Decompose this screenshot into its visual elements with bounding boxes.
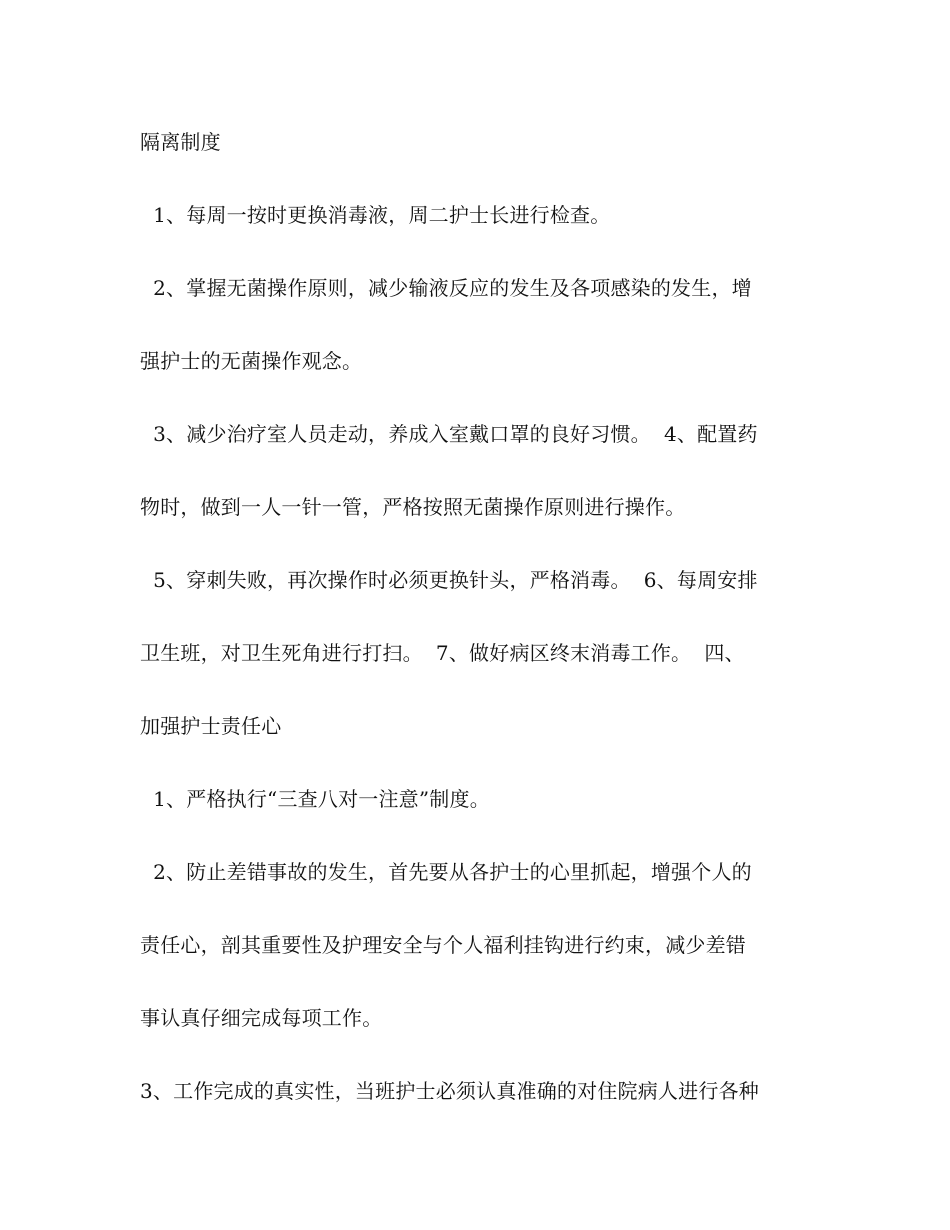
paragraph-line: 事认真仔细完成每项工作。 — [140, 1006, 383, 1030]
paragraph-line: 卫生班，对卫生死角进行打扫。 7、做好病区终末消毒工作。 四、 — [140, 641, 745, 665]
section-heading-responsibility: 加强护士责任心 — [140, 714, 282, 738]
paragraph-line: 责任心，剖其重要性及护理安全与个人福利挂钩进行约束，减少差错 — [140, 933, 746, 957]
section-heading-isolation: 隔离制度 — [140, 130, 221, 154]
paragraph-line: 强护士的无菌操作观念。 — [140, 349, 363, 373]
paragraph-line: 2、掌握无菌操作原则，减少输液反应的发生及各项感染的发生，增 — [140, 276, 752, 300]
paragraph-line: 物时，做到一人一针一管，严格按照无菌操作原则进行操作。 — [140, 495, 686, 519]
paragraph-line: 3、工作完成的真实性，当班护士必须认真准确的对住院病人进行各种 — [140, 1079, 759, 1103]
paragraph-line: 3、减少治疗室人员走动，养成入室戴口罩的良好习惯。 4、配置药 — [140, 422, 758, 446]
paragraph-line: 1、严格执行“三查八对一注意”制度。 — [140, 787, 490, 811]
paragraph-line: 2、防止差错事故的发生，首先要从各护士的心里抓起，增强个人的 — [140, 860, 752, 884]
paragraph-line: 5、穿刺失败，再次操作时必须更换针头，严格消毒。 6、每周安排 — [140, 568, 758, 592]
paragraph-line: 1、每周一按时更换消毒液，周二护士长进行检查。 — [140, 203, 611, 227]
